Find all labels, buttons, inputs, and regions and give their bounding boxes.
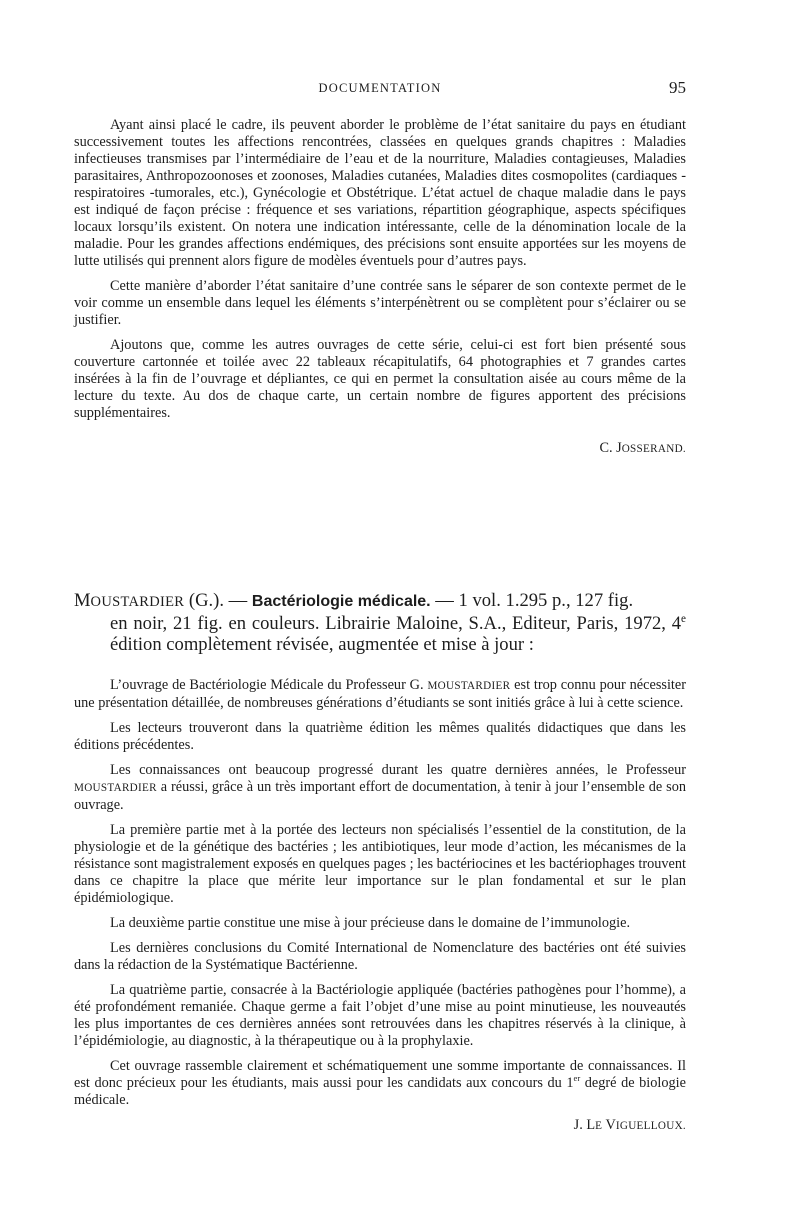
review2-paragraph-7: La quatrième partie, consacrée à la Bactériologie appliquée (bactéries pathogènes pour l’homme), a été profondément remaniée. Chaque germe a fait l’objet d’une mise au point minutieuse, les nouveautés les plus importantes de ces dernières années sont retrouvées dans les chapitres réservés à la clinique, à l’épidémiologie, au diagnostic, à la thérapeutique ou à la prophylaxie. xyxy=(74,982,686,1049)
book-title: Bactériologie médicale. xyxy=(251,593,431,610)
review-josserand xyxy=(74,117,686,457)
review2-paragraph-5: La deuxième partie constitue une mise à jour précieuse dans le domaine de l’immunologie. xyxy=(110,915,631,931)
signature2-part-a: J. L xyxy=(573,1117,596,1133)
review2-paragraph-1 xyxy=(74,677,686,712)
p1-text-a: L’ouvrage de Bactériologie Médicale du Professeur G. xyxy=(110,677,428,693)
signature2-part-d: IGUELLOUX. xyxy=(615,1120,686,1132)
entry-continuation xyxy=(74,613,686,655)
review2-signature xyxy=(74,1117,686,1134)
review-moustardier xyxy=(74,590,686,1134)
degree-superscript: er xyxy=(573,1073,581,1084)
review1-paragraph-2: Cette manière d’aborder l’état sanitaire d’une contrée sans le séparer de son contexte permet de le voir comme un ensemble dans lequel les éléments s’interpénètrent ou se complètent pour s’éclairer ou se justifier. xyxy=(74,278,686,328)
signature-surname: OSSERAND. xyxy=(621,443,686,455)
p3-author-name: MOUSTARDIER xyxy=(74,782,157,794)
running-header xyxy=(74,78,686,100)
signature2-part-c: V xyxy=(602,1117,616,1133)
review2-paragraph-4: La première partie met à la portée des lecteurs non spécialisés l’essentiel de la constitution, de la physiologie et de la génétique des bactéries ; les antibiotiques, leur mode d’action, les mécanismes de la résistance sont magistralement exposés en quelques pages ; les bactériocines et les bactériophages trouvent dans ce chapitre la place que mérite leur importance sur le plan fondamental et sur le plan épidémiologique. xyxy=(74,822,686,906)
review2-paragraph-8 xyxy=(74,1058,686,1109)
p3-text-b: a réussi, grâce à un très important effort de documentation, à tenir à jour l’ensemble de son ouvrage. xyxy=(74,779,686,813)
edition-superscript: e xyxy=(681,612,686,625)
review1-signature xyxy=(74,440,686,457)
review1-paragraph-3: Ajoutons que, comme les autres ouvrages de cette série, celui-ci est fort bien présenté sous couverture cartonnée et toilée avec 22 tableaux récapitulatifs, 64 photographies et 7 grandes cartes insérées à la fin de l’ouvrage et dépliantes, ce qui en permet la consultation aisée au cours même de la lecture du texte. Au dos de chaque carte, un certain nombre de figures apportent des précisions supplémentaires. xyxy=(74,337,686,421)
running-title: DOCUMENTATION xyxy=(318,81,442,95)
p8-text-a: Cet ouvrage rassemble clairement et schématiquement une somme importante de connaissances. Il est donc précieux pour les étudiants, mais aussi pour les candidats aux concours du 1 xyxy=(74,1058,686,1091)
signature-initial: C. J xyxy=(599,440,622,456)
author-surname: OUSTARDIER xyxy=(90,594,185,610)
p8-text-b: degré de biologie médicale. xyxy=(74,1075,686,1108)
review2-body xyxy=(74,677,686,1134)
entry-details-2: en noir, 21 fig. en couleurs. Librairie Maloine, S.A., Editeur, Paris, 1972, 4 xyxy=(110,613,682,634)
review2-paragraph-6: Les dernières conclusions du Comité International de Nomenclature des bactéries ont été suivies dans la rédaction de la Systématique Bactérienne. xyxy=(74,940,686,973)
p3-text-a: Les connaissances ont beaucoup progressé durant les quatre dernières années, le Professeur xyxy=(110,762,686,778)
p1-text-b: est trop connu pour nécessiter une présentation détaillée, de nombreuses générations d’étudiants se sont initiés grâce à lui à cette science. xyxy=(74,677,686,711)
entry-details-3: édition complètement révisée, augmentée et mise à jour : xyxy=(110,634,534,655)
entry-details-1: — 1 vol. 1.295 p., 127 fig. xyxy=(430,590,634,611)
review2-paragraph-3 xyxy=(74,762,686,814)
signature2-part-b: E xyxy=(595,1120,603,1132)
p1-author-name: MOUSTARDIER xyxy=(427,680,511,692)
bibliographic-entry xyxy=(74,590,686,655)
author-initial: (G.). — xyxy=(184,590,252,611)
review1-paragraph-1: Ayant ainsi placé le cadre, ils peuvent aborder le problème de l’état sanitaire du pays en étudiant successivement toutes les affections rencontrées, classées en quelques grands chapitres : Maladies infectieuses transmises par l’intermédiaire de l’eau et de la nourriture, Maladies contagieuses, Maladies parasitaires, Anthropozoonoses et zoonoses, Maladies cutanées, Maladies dites cosmopolites (cardiaques - respiratoires -tumorales, etc.), Gynécologie et Obstétrique. L’état actuel de chaque maladie dans le pays est indiqué de façon précise : fréquence et ses variations, répartition géographique, aspects spécifiques locaux lorsqu’ils existent. On notera une indication intéressante, celle de la dénomination locale de la maladie. Pour les grandes affections endémiques, des précisions sont ensuite apportées sur les moyens de lutte utilisés qui prennent alors figure de modèles éventuels pour d’autres pays. xyxy=(74,117,686,269)
page-number: 95 xyxy=(669,78,686,97)
author-cap: M xyxy=(74,590,91,611)
review2-paragraph-2: Les lecteurs trouveront dans la quatrième édition les mêmes qualités didactiques que dans les éditions précédentes. xyxy=(74,720,686,753)
